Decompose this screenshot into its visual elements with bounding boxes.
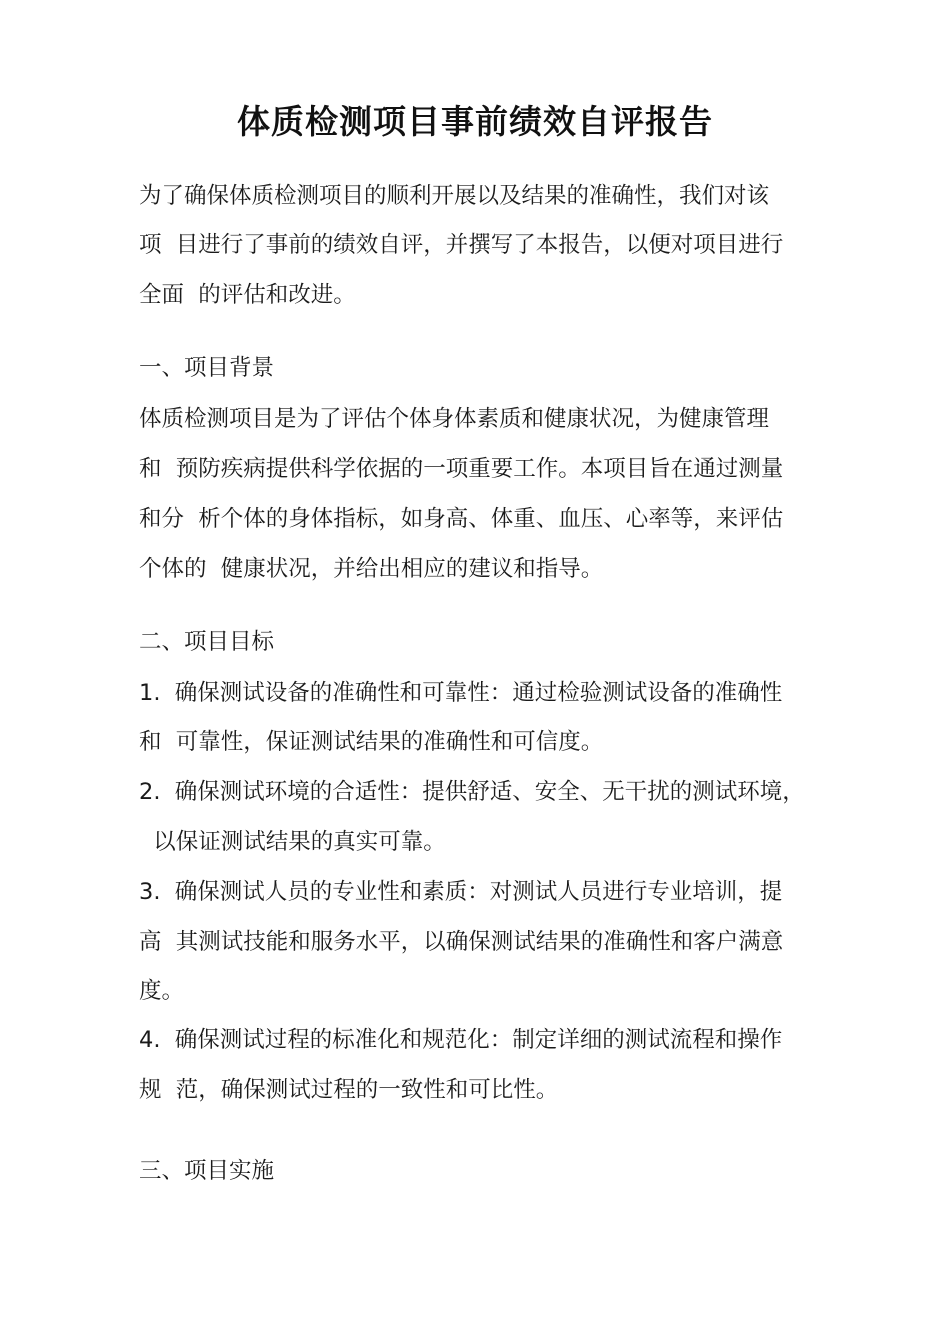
intro-line-3: 全面 的评估和改进。 (139, 282, 356, 308)
goals-line-7: 度。 (139, 978, 185, 1004)
goals-line-3: 2. 确保测试环境的合适性：提供舒适、安全、无干扰的测试环境， (139, 779, 805, 805)
goals-line-5: 3. 确保测试人员的专业性和素质：对测试人员进行专业培训，提 (139, 879, 783, 905)
background-line-3: 和分 析个体的身体指标，如身高、体重、血压、心率等，来评估 (139, 506, 784, 532)
section-heading-background: 一、项目背景 (139, 355, 275, 381)
goals-line-9: 规 范，确保测试过程的一致性和可比性。 (139, 1077, 559, 1103)
section-heading-implementation: 三、项目实施 (139, 1158, 275, 1184)
section-heading-goals: 二、项目目标 (139, 629, 275, 655)
goals-line-8: 4. 确保测试过程的标准化和规范化：制定详细的测试流程和操作 (139, 1027, 783, 1053)
goals-line-6: 高 其测试技能和服务水平，以确保测试结果的准确性和客户满意 (139, 929, 784, 955)
background-line-1: 体质检测项目是为了评估个体身体素质和健康状况，为健康管理 (139, 406, 770, 432)
document-title: 体质检测项目事前绩效自评报告 (237, 102, 713, 141)
intro-line-2: 项 目进行了事前的绩效自评，并撰写了本报告，以便对项目进行 (139, 232, 784, 258)
intro-line-1: 为了确保体质检测项目的顺利开展以及结果的准确性，我们对该 (139, 183, 770, 209)
goals-line-2: 和 可靠性，保证测试结果的准确性和可信度。 (139, 729, 604, 755)
background-line-2: 和 预防疾病提供科学依据的一项重要工作。本项目旨在通过测量 (139, 456, 784, 482)
goals-line-4: 以保证测试结果的真实可靠。 (139, 829, 446, 855)
goals-line-1: 1. 确保测试设备的准确性和可靠性：通过检验测试设备的准确性 (139, 680, 783, 706)
background-line-4: 个体的 健康状况，并给出相应的建议和指导。 (139, 556, 604, 582)
